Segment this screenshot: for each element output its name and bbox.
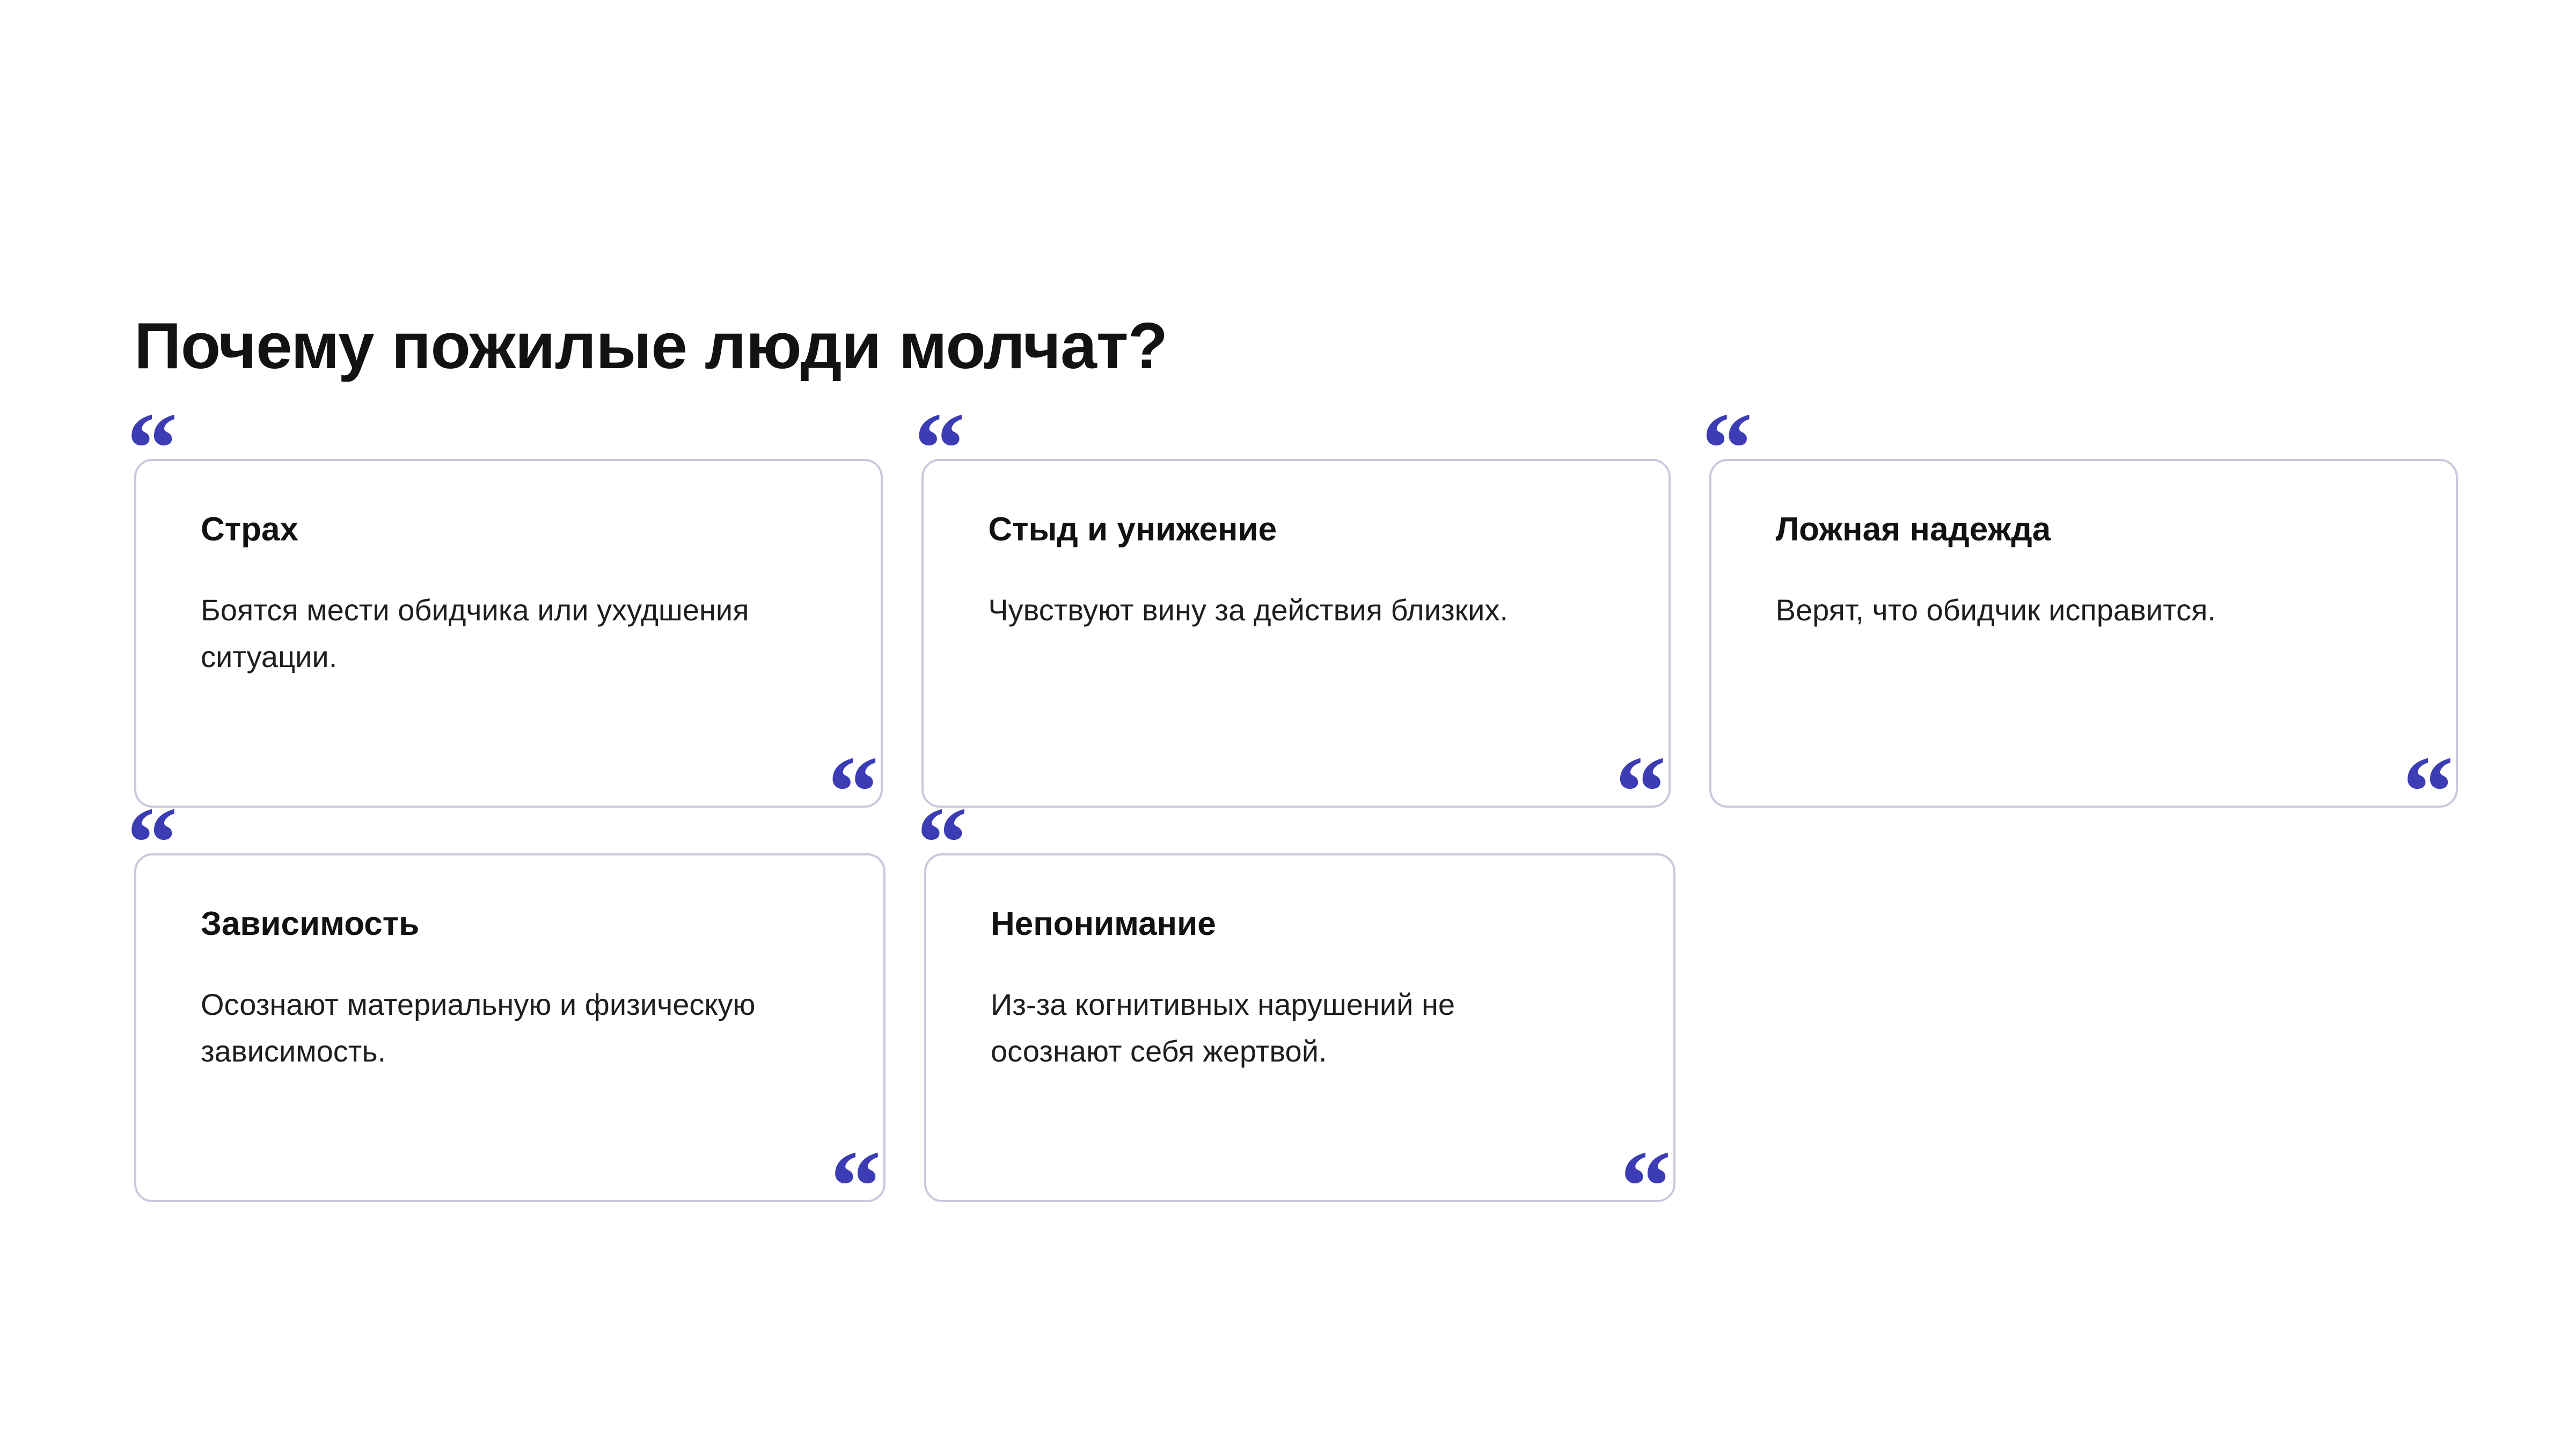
- page-title: Почему пожилые люди молчат?: [134, 309, 1168, 382]
- card-body: Чувствуют вину за действия близких.: [988, 593, 1509, 627]
- card-row-bottom: [127, 787, 2458, 1243]
- quote-close-icon: “: [1615, 736, 1663, 848]
- quote-close-icon: “: [1620, 1130, 1668, 1243]
- card-title: Зависимость: [201, 905, 420, 942]
- card-title: Стыд и унижение: [988, 511, 1277, 548]
- quote-open-icon: “: [1701, 392, 1750, 505]
- quote-close-icon: “: [828, 736, 876, 848]
- quote-card-misunderstanding[interactable]: [917, 787, 1675, 1243]
- quote-open-icon: “: [127, 787, 174, 899]
- quote-card-false-hope[interactable]: [1701, 392, 2458, 848]
- card-body: Верят, что обидчик исправится.: [1775, 593, 2216, 627]
- card-title: Непонимание: [991, 905, 1216, 942]
- card-title: Ложная надежда: [1775, 511, 2051, 548]
- quote-open-icon: “: [917, 787, 964, 899]
- quote-cards-grid: [127, 392, 2458, 1248]
- card-body: Осознают материальную и физическую зависимость.: [201, 987, 756, 1069]
- quote-open-icon: “: [914, 392, 962, 505]
- quote-card-fear[interactable]: [127, 392, 883, 848]
- card-title: Страх: [201, 511, 298, 548]
- quote-close-icon: “: [2402, 736, 2450, 848]
- quote-open-icon: “: [127, 392, 174, 505]
- quote-close-icon: “: [830, 1130, 878, 1243]
- card-body: Боятся мести обидчика или ухудшения ситуации.: [201, 593, 749, 674]
- quote-card-dependence[interactable]: [127, 787, 885, 1243]
- card-body: Из-за когнитивных нарушений не осознают себя жертвой.: [991, 987, 1455, 1069]
- quote-card-shame[interactable]: [914, 392, 1670, 848]
- card-row-top: [127, 392, 2458, 848]
